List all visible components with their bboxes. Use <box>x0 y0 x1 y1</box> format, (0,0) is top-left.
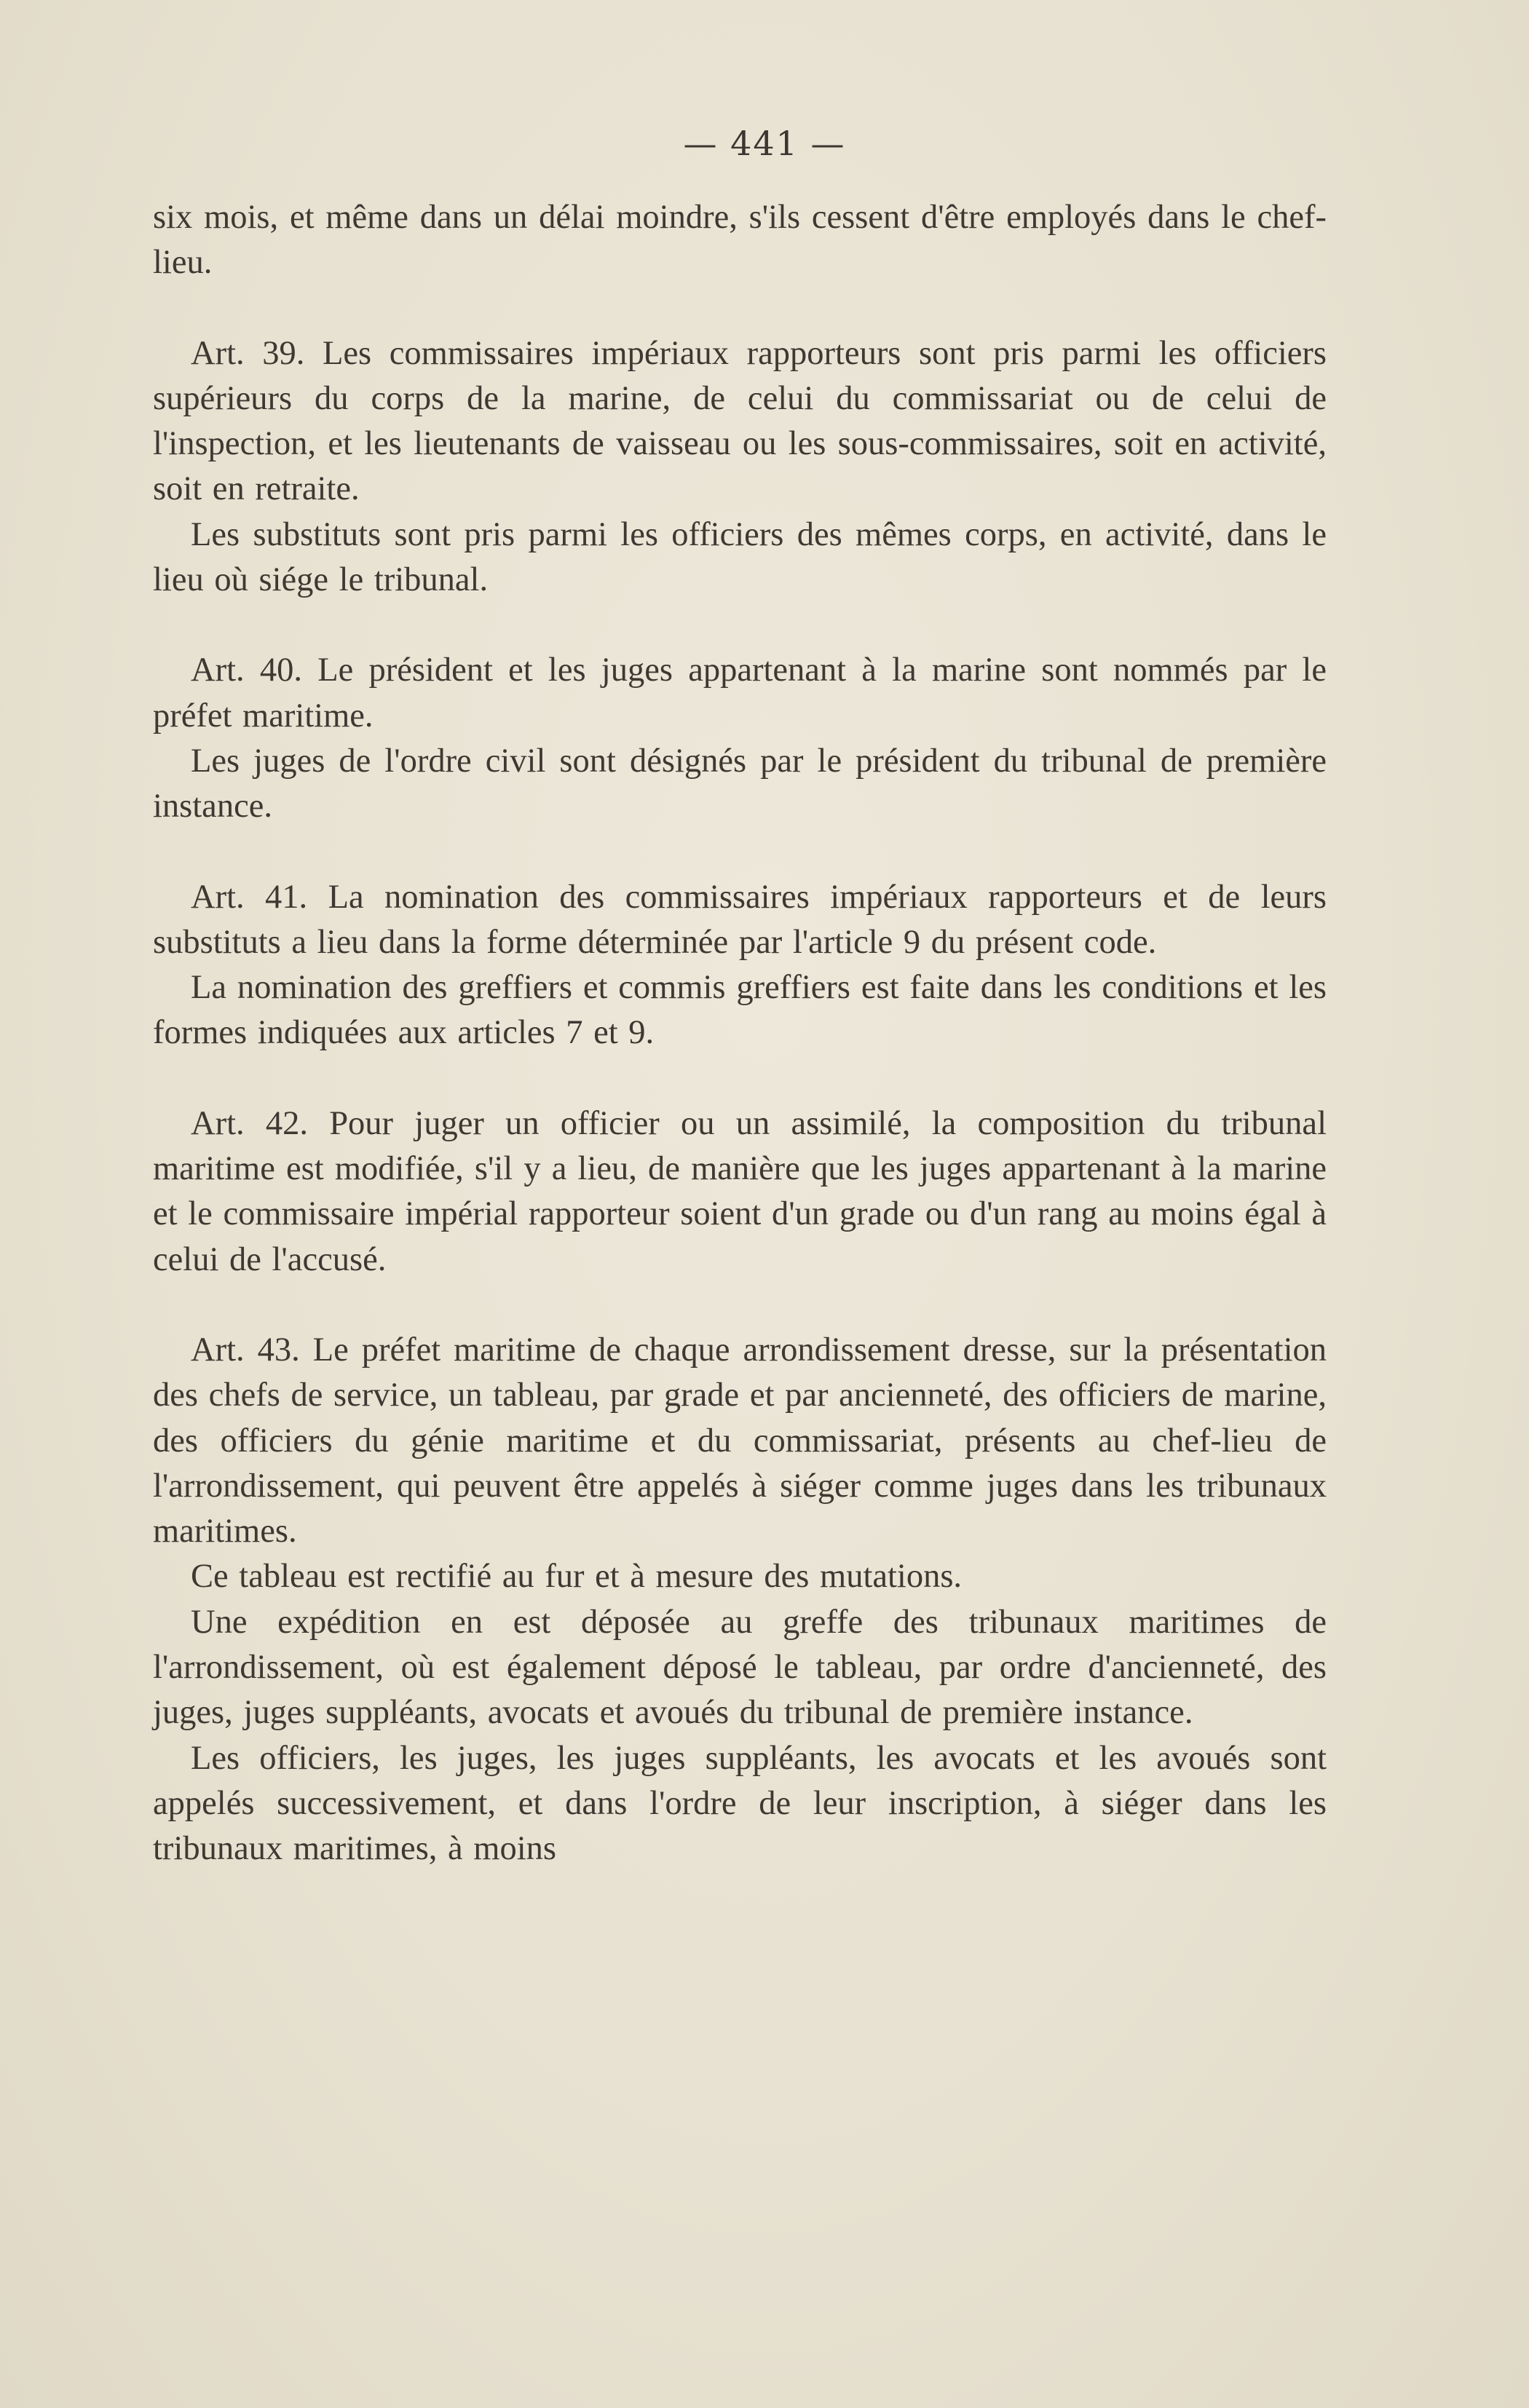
paragraph-article-41: Art. 41. La nomination des commissaires impériaux rapporteurs et de leurs substituts a lieu dans la forme déterminée par l'article 9 du présent code. <box>153 878 1327 961</box>
paragraph-article-43-tableau: Ce tableau est rectifié au fur et à mesure des mutations. <box>191 1558 963 1596</box>
paragraph-article-43-officiers: Les officiers, les juges, les juges suppléants, les avocats et les avoués sont appelés successivement, et dans l'ordre de leur inscription, à siéger dans les tribunaux maritimes, à moins <box>153 1739 1327 1868</box>
paragraph-article-43-expedition: Une expédition en est déposée au greffe des tribunaux maritimes de l'arrondissement, où est également déposé le tableau, par ordre d'ancienneté, des juges, juges suppléants, avocats et avoués du tribunal de première instance. <box>153 1603 1327 1732</box>
page-number: — 441 — <box>683 124 846 163</box>
paragraph-article-43: Art. 43. Le préfet maritime de chaque arrondissement dresse, sur la présentation des chefs de service, un tableau, par grade et par ancienneté, des officiers de marine, des officiers du génie maritime et du commissariat, présents au chef-lieu de l'arrondissement, qui peuvent être appelés à siéger comme juges dans les tribunaux maritimes. <box>153 1331 1327 1550</box>
paragraph-continuation: six mois, et même dans un délai moindre, s'ils cessent d'être employés dans le chef-lieu. <box>153 199 1327 282</box>
paragraph-article-39-substituts: Les substituts sont pris parmi les officiers des mêmes corps, en activité, dans le lieu où siége le tribunal. <box>153 515 1327 599</box>
paragraph-article-40-juges: Les juges de l'ordre civil sont désignés par le président du tribunal de première instance. <box>153 742 1327 825</box>
body-text <box>153 195 1327 1872</box>
paragraph-article-40: Art. 40. Le président et les juges appartenant à la marine sont nommés par le préfet maritime. <box>153 651 1327 734</box>
paragraph-article-39: Art. 39. Les commissaires impériaux rapporteurs sont pris parmi les officiers supérieurs du corps de la marine, de celui du commissariat ou de celui de l'inspection, et les lieutenants de vaisseau ou les sous-commissaires, soit en activité, soit en retraite. <box>153 334 1327 508</box>
paragraph-article-41-greffiers: La nomination des greffiers et commis greffiers est faite dans les conditions et les formes indiquées aux articles 7 et 9. <box>153 969 1327 1052</box>
paragraph-article-42: Art. 42. Pour juger un officier ou un assimilé, la composition du tribunal maritime est modifiée, s'il y a lieu, de manière que les juges appartenant à la marine et le commissaire impérial rapporteur soient d'un grade ou d'un rang au moins égal à celui de l'accusé. <box>153 1104 1327 1278</box>
